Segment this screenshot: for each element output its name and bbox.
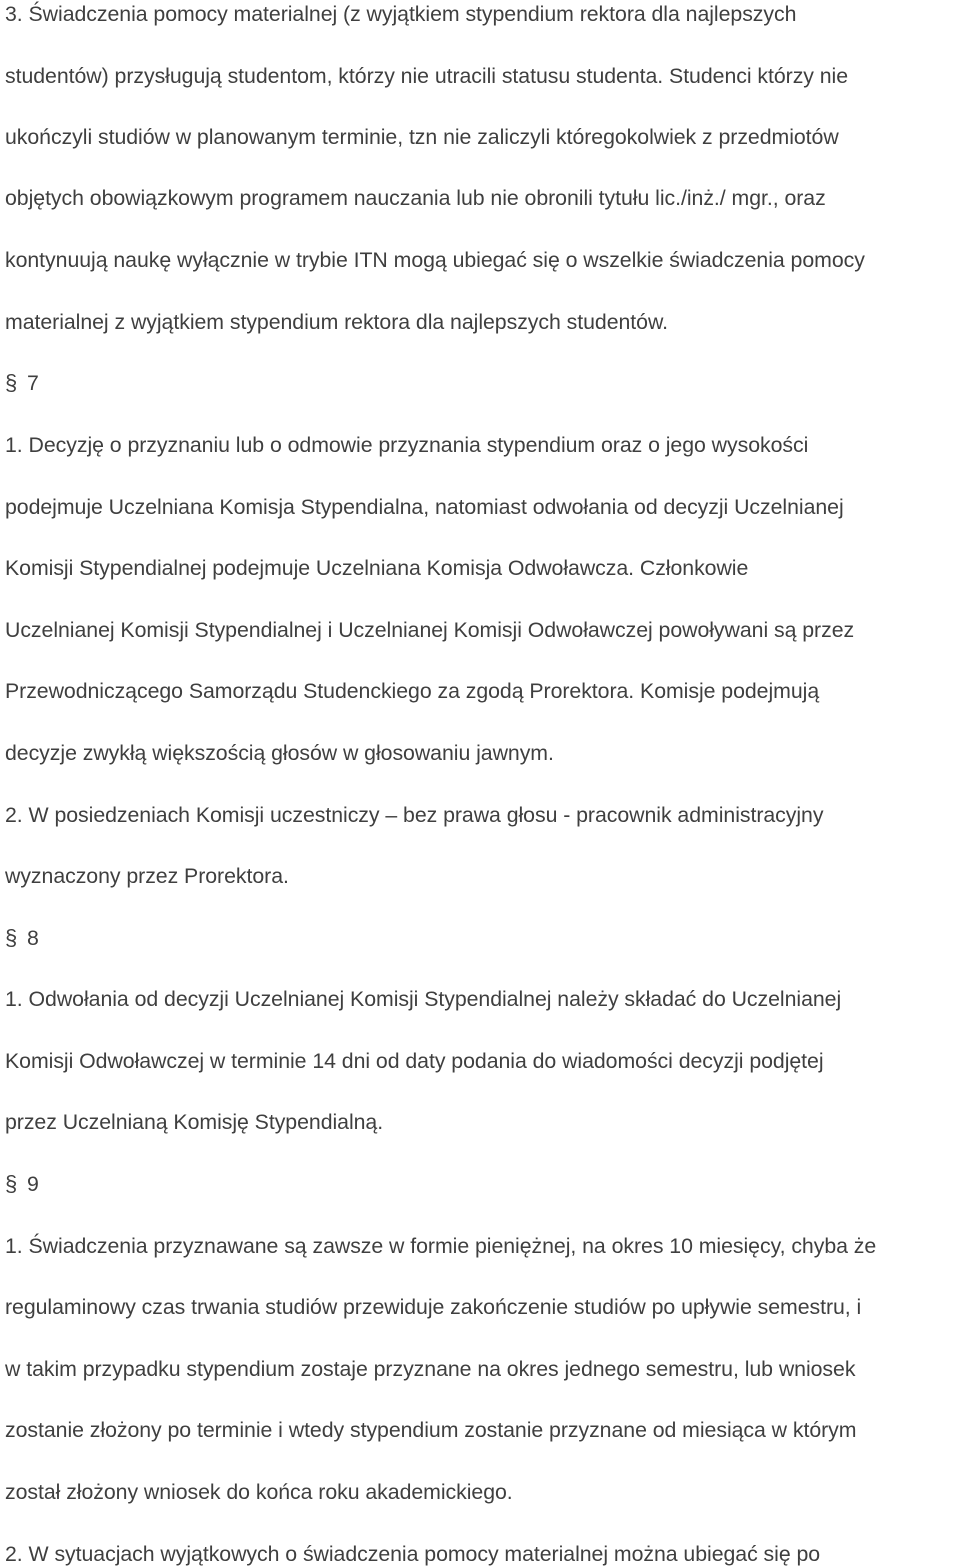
text-line: przez Uczelnianą Komisję Stypendialną.: [5, 1110, 384, 1134]
text-line: decyzje zwykłą większością głosów w głosowaniu jawnym.: [5, 741, 554, 765]
section-heading: [5, 370, 39, 396]
text-line: 1. Decyzję o przyznaniu lub o odmowie przyznania stypendium oraz o jego wysokości: [5, 433, 809, 457]
text-line: Uczelnianej Komisji Stypendialnej i Uczelnianej Komisji Odwoławczej powoływani są przez: [5, 618, 855, 642]
text-line: 2. W posiedzeniach Komisji uczestniczy – bez prawa głosu - pracownik administracyjny: [5, 803, 824, 827]
text-line: został złożony wniosek do końca roku akademickiego.: [5, 1480, 513, 1504]
text-line: zostanie złożony po terminie i wtedy stypendium zostanie przyznane od miesiąca w którym: [5, 1418, 857, 1442]
text-line: 1. Odwołania od decyzji Uczelnianej Komisji Stypendialnej należy składać do Uczelnianej: [5, 987, 842, 1011]
section-heading: [5, 1171, 39, 1197]
text-line: 2. W sytuacjach wyjątkowych o świadczenia pomocy materialnej można ubiegać się po: [5, 1542, 821, 1566]
text-line: studentów) przysługują studentom, którzy nie utracili statusu studenta. Studenci którzy nie: [5, 64, 849, 88]
text-line: wyznaczony przez Prorektora.: [5, 864, 289, 888]
section-symbol: §: [5, 1171, 18, 1196]
text-line: Komisji Stypendialnej podejmuje Uczelniana Komisja Odwoławcza. Członkowie: [5, 556, 749, 580]
text-line: 3. Świadczenia pomocy materialnej (z wyjątkiem stypendium rektora dla najlepszych: [5, 2, 797, 26]
section-number: 9: [27, 1172, 39, 1196]
section-symbol: §: [5, 925, 18, 950]
text-line: w takim przypadku stypendium zostaje przyznane na okres jednego semestru, lub wniosek: [5, 1357, 856, 1381]
text-line: Przewodniczącego Samorządu Studenckiego za zgodą Prorektora. Komisje podejmują: [5, 679, 820, 703]
text-line: regulaminowy czas trwania studiów przewiduje zakończenie studiów po upływie semestru, i: [5, 1295, 862, 1319]
section-number: 8: [27, 926, 39, 950]
section-symbol: §: [5, 370, 18, 395]
text-line: objętych obowiązkowym programem nauczania lub nie obronili tytułu lic./inż./ mgr., oraz: [5, 186, 826, 210]
text-line: materialnej z wyjątkiem stypendium rektora dla najlepszych studentów.: [5, 310, 668, 334]
text-line: 1. Świadczenia przyznawane są zawsze w formie pieniężnej, na okres 10 miesięcy, chyba że: [5, 1234, 877, 1258]
section-heading: [5, 925, 39, 951]
text-line: ukończyli studiów w planowanym terminie, tzn nie zaliczyli któregokolwiek z przedmiotów: [5, 125, 839, 149]
text-line: kontynuują naukę wyłącznie w trybie ITN mogą ubiegać się o wszelkie świadczenia pomocy: [5, 248, 865, 272]
section-number: 7: [27, 371, 39, 395]
text-line: Komisji Odwoławczej w terminie 14 dni od daty podania do wiadomości decyzji podjętej: [5, 1049, 824, 1073]
text-line: podejmuje Uczelniana Komisja Stypendialna, natomiast odwołania od decyzji Uczelnianej: [5, 495, 844, 519]
